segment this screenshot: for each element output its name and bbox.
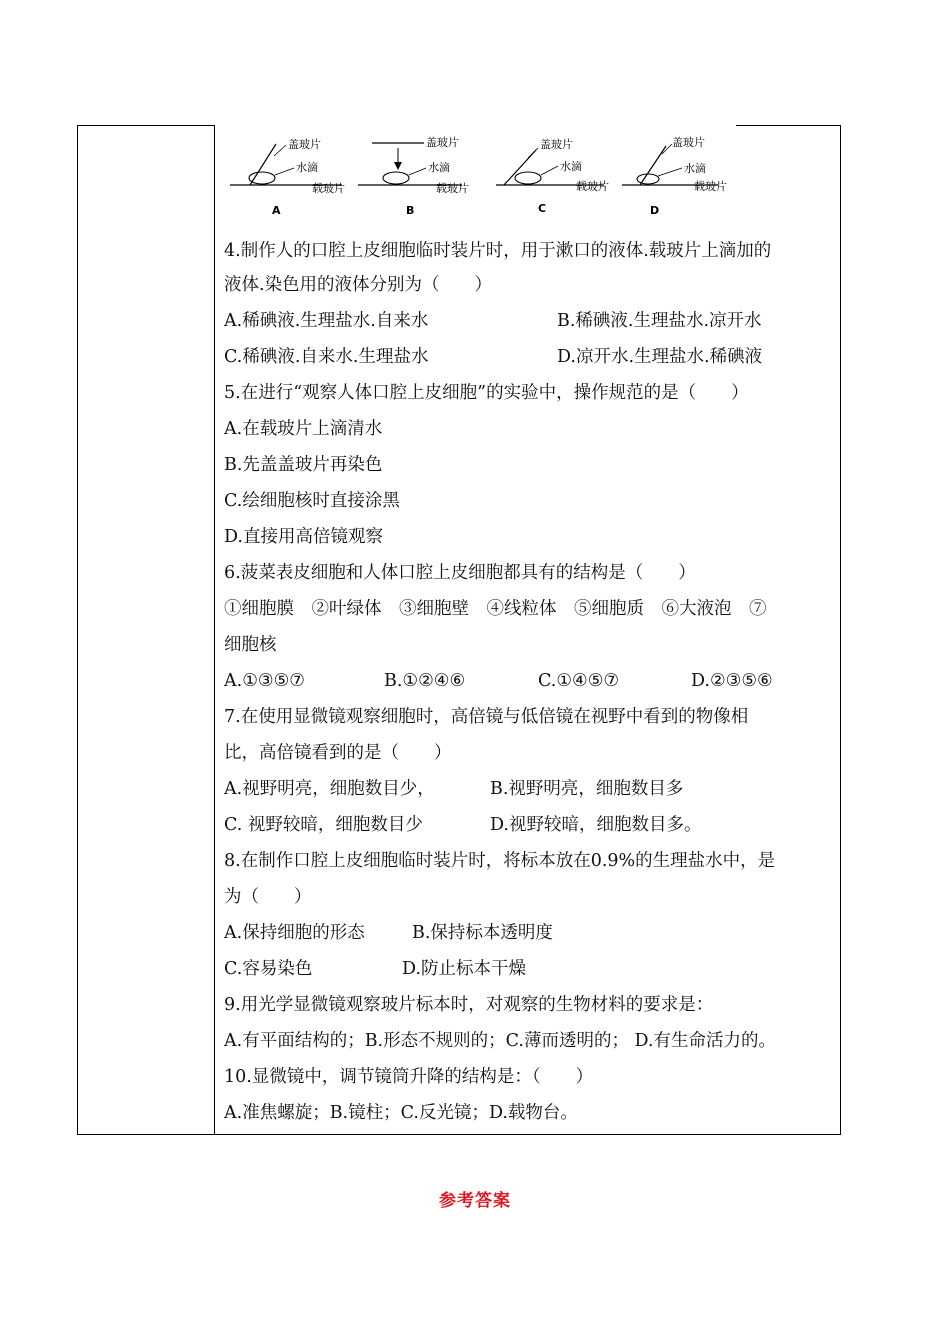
q4-option-c: C.稀碘液.自来水.生理盐水 (224, 347, 429, 367)
q8-option-a: A.保持细胞的形态 (224, 923, 365, 943)
q5-option-a: A.在载玻片上滴清水 (224, 419, 383, 439)
q5-stem: 5.在进行“观察人体口腔上皮细胞”的实验中，操作规范的是（ ） (224, 383, 749, 403)
q8-stem-line-1: 8.在制作口腔上皮细胞临时装片时，将标本放在0.9%的生理盐水中，是 (224, 851, 776, 871)
q7-option-d: D.视野较暗，细胞数目多。 (490, 815, 702, 835)
panel-a-letter: A (272, 204, 281, 217)
panel-d-letter: D (650, 204, 660, 217)
panel-c (496, 137, 609, 215)
q6-option-c: C.①④⑤⑦ (538, 671, 620, 691)
q4-option-a: A.稀碘液.生理盐水.自来水 (224, 311, 429, 331)
q10-stem: 10.显微镜中，调节镜筒升降的结构是：（ ） (224, 1067, 594, 1087)
q7-option-b: B.视野明亮，细胞数目多 (490, 779, 684, 799)
answer-section-title: 参考答案 (439, 1191, 511, 1211)
panel-b-water-label: 水滴 (428, 161, 450, 174)
panel-b (358, 135, 469, 217)
q5-option-b: B.先盖盖玻片再染色 (224, 455, 383, 475)
panel-c-water-label: 水滴 (560, 160, 582, 173)
q6-option-a: A.①③⑤⑦ (224, 671, 305, 691)
q4-stem-line-2: 液体.染色用的液体分别为（ ） (224, 275, 493, 295)
q9-options: A.有平面结构的；B.形态不规则的；C.薄而透明的； D.有生命活力的。 (224, 1031, 776, 1051)
q8-option-b: B.保持标本透明度 (412, 923, 553, 943)
q6-items-line-1: ①细胞膜 ②叶绿体 ③细胞壁 ④线粒体 ⑤细胞质 ⑥大液泡 ⑦ (224, 599, 767, 619)
q7-stem-line-2: 比，高倍镜看到的是（ ） (224, 743, 452, 763)
table-column-divider (214, 125, 215, 1135)
panel-b-letter: B (406, 204, 415, 217)
panel-d (622, 135, 727, 217)
q4-stem-line-1: 4.制作人的口腔上皮细胞临时装片时，用于漱口的液体.载玻片上滴加的 (224, 241, 772, 261)
panel-c-slide-label: 载玻片 (576, 180, 609, 193)
panel-b-slide-label: 载玻片 (436, 182, 469, 195)
table-left-border (77, 125, 78, 1135)
coverslip-figure (222, 128, 742, 220)
panel-a-water-label: 水滴 (296, 161, 318, 174)
q10-options: A.准焦螺旋；B.镜柱；C.反光镜；D.载物台。 (224, 1103, 578, 1123)
q7-option-a: A.视野明亮，细胞数目少， (224, 779, 435, 799)
q8-option-c: C.容易染色 (224, 959, 313, 979)
panel-d-slide-label: 载玻片 (694, 180, 727, 193)
q5-option-c: C.绘细胞核时直接涂黑 (224, 491, 400, 511)
q8-stem-line-2: 为（ ） (224, 887, 312, 907)
panel-d-water-label: 水滴 (684, 162, 706, 175)
table-bottom-border (77, 1134, 841, 1135)
panel-a (230, 137, 345, 217)
panel-c-cover-label: 盖玻片 (540, 138, 573, 151)
q7-stem-line-1: 7.在使用显微镜观察细胞时，高倍镜与低倍镜在视野中看到的物像相 (224, 707, 749, 727)
panel-b-cover-label: 盖玻片 (426, 136, 459, 149)
q4-option-b: B.稀碘液.生理盐水.凉开水 (557, 311, 762, 331)
panel-a-cover-label: 盖玻片 (288, 138, 321, 151)
panel-c-letter: C (538, 202, 547, 215)
q6-items-line-2: 细胞核 (224, 635, 277, 655)
q7-option-c: C. 视野较暗，细胞数目少 (224, 815, 423, 835)
table-top-border-left (77, 125, 214, 126)
q8-option-d: D.防止标本干燥 (402, 959, 526, 979)
table-right-border (840, 125, 841, 1135)
q6-option-d: D.②③⑤⑥ (691, 671, 773, 691)
panel-a-slide-label: 载玻片 (312, 182, 345, 195)
panel-d-cover-label: 盖玻片 (672, 136, 705, 149)
q5-option-d: D.直接用高倍镜观察 (224, 527, 383, 547)
q9-stem: 9.用光学显微镜观察玻片标本时，对观察的生物材料的要求是： (224, 995, 714, 1015)
q6-stem: 6.菠菜表皮细胞和人体口腔上皮细胞都具有的结构是（ ） (224, 563, 696, 583)
q6-option-b: B.①②④⑥ (384, 671, 466, 691)
table-top-border-right (736, 125, 841, 126)
q4-option-d: D.凉开水.生理盐水.稀碘液 (557, 347, 763, 367)
